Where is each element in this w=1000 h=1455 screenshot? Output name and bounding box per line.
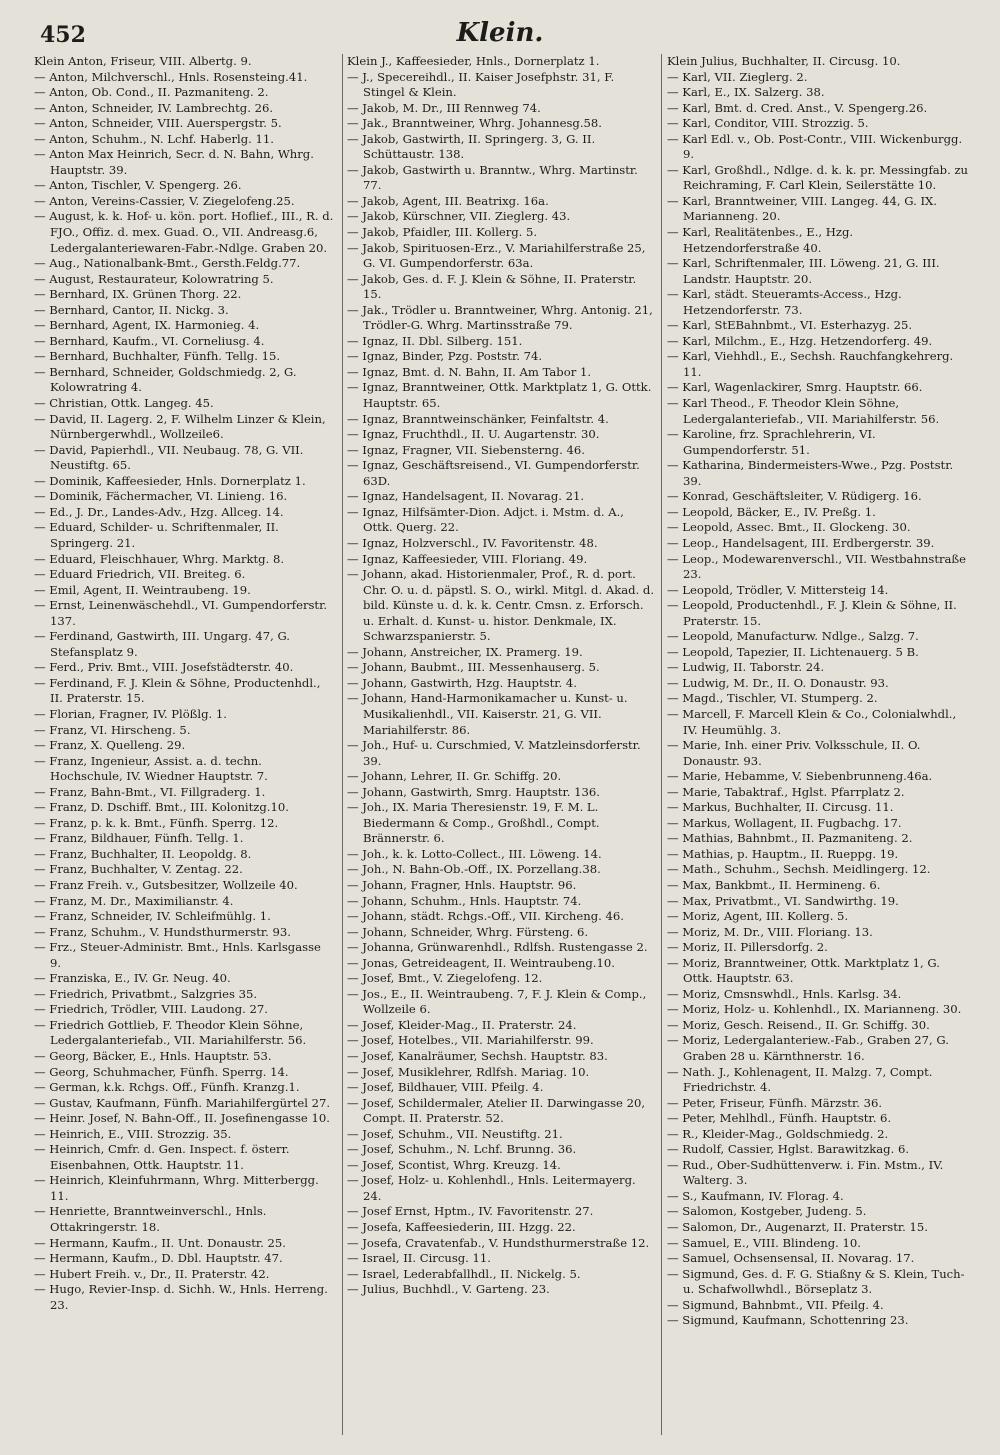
directory-entry: — Ignaz, Binder, Pzg. Poststr. 74. <box>347 349 543 364</box>
directory-entry: — August, k. k. Hof- u. kön. port. Hoflief., III., R. d. FJO., Offiz. d. mex. Guad. O., VII. Andreasg.6, Ledergalanteriewaren-Fabr.-Ndlge. Graben 20. <box>34 209 334 255</box>
directory-entry: — Johann, Fragner, Hnls. Hauptstr. 96. <box>347 877 577 892</box>
directory-entry: — Josef, Holz- u. Kohlenhdl., Hnls. Leitermayerg. 24. <box>347 1173 636 1203</box>
directory-entry: — Anton, Vereins-Cassier, V. Ziegelofeng.25. <box>34 193 295 208</box>
directory-entry: — Marie, Inh. einer Priv. Volksschule, II. O. Donaustr. 93. <box>667 738 921 768</box>
directory-entry: — Moriz, Branntweiner, Ottk. Marktplatz 1, G. Ottk. Hauptstr. 63. <box>667 955 940 986</box>
directory-entry: — Karl, StEBahnbmt., VI. Esterhazyg. 25. <box>667 318 913 333</box>
directory-entry: — Joh., N. Bahn-Ob.-Off., IX. Porzellang.38. <box>347 862 601 877</box>
directory-entry: — Karl, Großhdl., Ndlge. d. k. k. pr. Messingfab. zu Reichraming, F. Carl Klein, Seilerstätte 10. <box>667 162 969 193</box>
directory-entry: — Franz, Bahn-Bmt., VI. Fillgraderg. 1. <box>34 784 266 799</box>
directory-entry: — Jakob, Agent, III. Beatrixg. 16a. <box>347 193 549 208</box>
directory-entry: — Leopold, Trödler, V. Mittersteig 14. <box>667 582 889 597</box>
directory-entry: — Ignaz, Bmt. d. N. Bahn, II. Am Tabor 1. <box>347 364 591 379</box>
directory-entry: — Johann, Schuhm., Hnls. Hauptstr. 74. <box>347 893 582 908</box>
directory-entry: — Johanna, Grünwarenhdl., Rdlfsh. Rustengasse 2. <box>347 940 648 955</box>
directory-entry: — Karl, E., IX. Salzerg. 38. <box>667 85 825 100</box>
directory-entry: — Georg, Schuhmacher, Fünfh. Sperrg. 14. <box>34 1064 289 1079</box>
directory-entry: — Leopold, Assec. Bmt., II. Glockeng. 30. <box>667 520 911 535</box>
directory-entry: — Ferdinand, Gastwirth, III. Ungarg. 47, G. Stefansplatz 9. <box>34 629 290 659</box>
directory-entry: — Ignaz, Geschäftsreisend., VI. Gumpendorferstr. 63D. <box>347 458 640 488</box>
directory-entry: — Ludwig, II. Taborstr. 24. <box>667 660 825 675</box>
directory-entry: — Max, Bankbmt., II. Hermineng. 6. <box>667 877 881 892</box>
directory-entry: — Johann, Hand-Harmonikamacher u. Kunst- u. Musikalienhdl., VII. Kaiserstr. 21, G. VII. Mariahilferstr. 86. <box>347 691 628 737</box>
directory-entry: — Nath. J., Kohlenagent, II. Malzg. 7, Compt. Friedrichstr. 4. <box>667 1064 933 1095</box>
directory-entry: — Peter, Friseur, Fünfh. Märzstr. 36. <box>667 1095 883 1110</box>
directory-entry: — Israel, Lederabfallhdl., II. Nickelg. 5. <box>347 1266 581 1281</box>
directory-entry: — Jak., Trödler u. Branntweiner, Whrg. Antonig. 21, Trödler-G. Whrg. Martinsstraße 79. <box>347 302 653 333</box>
directory-entry: — Dominik, Fächermacher, VI. Linieng. 16. <box>34 489 288 504</box>
directory-column-1 <box>34 54 334 1313</box>
directory-entry: — Leopold, Bäcker, E., IV. Preßg. 1. <box>667 504 876 519</box>
directory-entry: — Bernhard, IX. Grünen Thorg. 22. <box>34 287 242 302</box>
directory-entry: — Johann, städt. Rchgs.-Off., VII. Kircheng. 46. <box>347 909 624 924</box>
directory-entry: — Henriette, Branntweinverschl., Hnls. Ottakringerstr. 18. <box>34 1204 267 1235</box>
directory-entry: — Joh., IX. Maria Theresienstr. 19, F. M. L. Biedermann & Comp., Großhdl., Compt. Brännerstr. 6. <box>347 800 600 846</box>
directory-entry: — Sigmund, Ges. d. F. G. Stiaßny & S. Klein, Tuch- u. Schafwollwhdl., Börseplatz 3. <box>667 1266 965 1297</box>
directory-entry: — Johann, Baubmt., III. Messenhauserg. 5. <box>347 660 600 675</box>
column-divider <box>342 54 343 1435</box>
directory-entry: — Moriz, Gesch. Reisend., II. Gr. Schiffg. 30. <box>667 1017 930 1032</box>
directory-entry: — Leopold, Productenhdl., F. J. Klein & Söhne, II. Praterstr. 15. <box>667 598 957 628</box>
directory-entry: — Bernhard, Agent, IX. Harmonieg. 4. <box>34 318 260 333</box>
directory-entry: — Ignaz, Hilfsämter-Dion. Adjct. i. Mstm. d. A., Ottk. Querg. 22. <box>347 504 624 535</box>
directory-entry: — Friedrich, Privatbmt., Salzgries 35. <box>34 986 258 1001</box>
directory-entry: — Karl, Viehhdl., E., Sechsh. Rauchfangkehrerg. 11. <box>667 349 954 379</box>
directory-entry: — Johann, Lehrer, II. Gr. Schiffg. 20. <box>347 769 562 784</box>
directory-entry: — Bernhard, Cantor, II. Nickg. 3. <box>34 302 229 317</box>
directory-entry: — Rud., Ober-Sudhüttenverw. i. Fin. Mstm., IV. Walterg. 3. <box>667 1157 944 1188</box>
directory-entry: — Moriz, Agent, III. Kollerg. 5. <box>667 909 849 924</box>
directory-entry: — Jakob, Pfaidler, III. Kollerg. 5. <box>347 225 538 240</box>
directory-entry: — Moriz, M. Dr., VIII. Floriang. 13. <box>667 924 873 939</box>
directory-entry: — Franziska, E., IV. Gr. Neug. 40. <box>34 971 231 986</box>
directory-entry: — David, Papierhdl., VII. Neubaug. 78, G. VII. Neustiftg. 65. <box>34 442 304 473</box>
directory-entry: — Johann, Schneider, Whrg. Fürsteng. 6. <box>347 924 589 939</box>
directory-entry: Klein Anton, Friseur, VIII. Albertg. 9. <box>34 54 252 68</box>
directory-entry: — Mathias, Bahnbmt., II. Pazmaniteng. 2. <box>667 831 913 846</box>
directory-entry: — Emil, Agent, II. Weintraubeng. 19. <box>34 582 251 597</box>
directory-entry: — Franz, Schuhm., V. Hundsthurmerstr. 93. <box>34 924 291 939</box>
directory-entry: — Joh., k. k. Lotto-Collect., III. Löweng. 14. <box>347 846 602 861</box>
directory-entry: — Eduard, Fleischhauer, Whrg. Marktg. 8. <box>34 551 285 566</box>
directory-entry: — Ignaz, Holzverschl., IV. Favoritenstr. 48. <box>347 535 598 550</box>
directory-entry: — Moriz, Ledergalanteriew.-Fab., Graben 27, G. Graben 28 u. Kärnthnerstr. 16. <box>667 1033 949 1063</box>
directory-entry: — Julius, Buchhdl., V. Garteng. 23. <box>347 1282 550 1297</box>
directory-entry: — Anton, Schuhm., N. Lchf. Haberlg. 11. <box>34 131 274 146</box>
directory-entry: — Ignaz, Branntweiner, Ottk. Marktplatz 1, G. Ottk. Hauptstr. 65. <box>347 380 652 411</box>
directory-entry: Klein J., Kaffeesieder, Hnls., Dornerplatz 1. <box>347 54 600 68</box>
directory-entry: — Karl, VII. Zieglerg. 2. <box>667 69 808 84</box>
directory-entry: — Sigmund, Bahnbmt., VII. Pfeilg. 4. <box>667 1297 884 1312</box>
column-divider <box>661 54 662 1435</box>
directory-entry: — Josef, Schuhm., VII. Neustiftg. 21. <box>347 1126 563 1141</box>
directory-entry: — Karl, Schriftenmaler, III. Löweng. 21, G. III. Landstr. Hauptstr. 20. <box>667 256 940 286</box>
directory-entry: — Moriz, Cmsnswhdl., Hnls. Karlsg. 34. <box>667 986 902 1001</box>
directory-entry: — Johann, Gastwirth, Hzg. Hauptstr. 4. <box>347 675 577 690</box>
directory-entry: — Katharina, Bindermeisters-Wwe., Pzg. Poststr. 39. <box>667 458 954 488</box>
directory-entry: — Mathias, p. Hauptm., II. Rueppg. 19. <box>667 846 899 861</box>
directory-entry: — Leop., Modewarenverschl., VII. Westbahnstraße 23. <box>667 551 967 582</box>
directory-entry: — Anton Max Heinrich, Secr. d. N. Bahn, Whrg. Hauptstr. 39. <box>34 147 314 177</box>
directory-entry: — Frz., Steuer-Administr. Bmt., Hnls. Karlsgasse 9. <box>34 940 321 970</box>
directory-entry: — Ignaz, Handelsagent, II. Novarag. 21. <box>347 489 585 504</box>
directory-entry: — Johann, akad. Historienmaler, Prof., R. d. port. Chr. O. u. d. päpstl. S. O., wirkl. Mitgl. d. Akad. d. bild. Künste u. d. k. k. Centr. Cmsn. z. Erforsch. u. Erhalt. d. Kunst- u. histor. Denkmale, IX. Schwarzspanierstr. 5. <box>347 567 655 644</box>
directory-entry: — Anton, Ob. Cond., II. Pazmaniteng. 2. <box>34 85 269 100</box>
directory-entry: — Franz, X. Quelleng. 29. <box>34 738 186 753</box>
directory-entry: — Ludwig, M. Dr., II. O. Donaustr. 93. <box>667 675 889 690</box>
directory-entry: — Joh., Huf- u. Curschmied, V. Matzleinsdorferstr. 39. <box>347 738 641 768</box>
directory-entry: — Heinrich, Cmfr. d. Gen. Inspect. f. österr. Eisenbahnen, Ottk. Hauptstr. 11. <box>34 1142 290 1172</box>
directory-entry: — Heinr. Josef, N. Bahn-Off., II. Josefinengasse 10. <box>34 1111 330 1126</box>
directory-entry: — J., Specereihdl., II. Kaiser Josefphstr. 31, F. Stingel & Klein. <box>347 69 615 100</box>
directory-entry: — Johann, Anstreicher, IX. Pramerg. 19. <box>347 644 583 659</box>
directory-entry: — Salomon, Dr., Augenarzt, II. Praterstr. 15. <box>667 1220 928 1235</box>
directory-entry: — Ernst, Leinenwäschehdl., VI. Gumpendorferstr. 137. <box>34 598 328 628</box>
directory-entry: — Karl, Conditor, VIII. Strozzig. 5. <box>667 116 869 131</box>
directory-entry: — Ignaz, Fragner, VII. Siebensterng. 46. <box>347 442 585 457</box>
directory-entry: — Bernhard, Buchhalter, Fünfh. Tellg. 15. <box>34 349 281 364</box>
directory-entry: — Leopold, Tapezier, II. Lichtenauerg. 5 B. <box>667 644 919 659</box>
directory-entry: — Hermann, Kaufm., D. Dbl. Hauptstr. 47. <box>34 1251 283 1266</box>
directory-entry: — Florian, Fragner, IV. Plößlg. 1. <box>34 706 227 721</box>
directory-entry: — Josefa, Kaffeesiederin, III. Hzgg. 22. <box>347 1220 576 1235</box>
directory-entry: — Karl, Bmt. d. Cred. Anst., V. Spengerg.26. <box>667 100 928 115</box>
directory-entry: — Georg, Bäcker, E., Hnls. Hauptstr. 53. <box>34 1049 272 1063</box>
directory-entry: — Jakob, Spirituosen-Erz., V. Mariahilferstraße 25, G. VI. Gumpendorferstr. 63a. <box>347 240 646 271</box>
directory-entry: — August, Restaurateur, Kolowratring 5. <box>34 271 274 286</box>
directory-entry: — Josef, Kleider-Mag., II. Praterstr. 24. <box>347 1017 577 1032</box>
directory-entry: — Franz, D. Dschiff. Bmt., III. Kolonitzg.10. <box>34 800 289 815</box>
directory-entry: — Friedrich, Trödler, VIII. Laudong. 27. <box>34 1002 268 1017</box>
page-header-title: Klein. <box>456 18 544 48</box>
directory-entry: — Josefa, Cravatenfab., V. Hundsthurmerstraße 12. <box>347 1235 650 1250</box>
directory-entry: — Karoline, frz. Sprachlehrerin, VI. Gumpendorferstr. 51. <box>667 427 876 457</box>
directory-entry: — Peter, Mehlhdl., Fünfh. Hauptstr. 6. <box>667 1111 892 1126</box>
directory-entry: — Karl, Realitätenbes., E., Hzg. Hetzendorferstraße 40. <box>667 225 854 255</box>
directory-entry: — Eduard Friedrich, VII. Breiteg. 6. <box>34 567 246 582</box>
directory-entry: — Jakob, Gastwirth, II. Springerg. 3, G. II. Schüttaustr. 138. <box>347 131 596 162</box>
page-number: 452 <box>40 22 86 48</box>
directory-entry: — Josef, Musiklehrer, Rdlfsh. Mariag. 10. <box>347 1064 590 1079</box>
directory-entry: — Samuel, E., VIII. Blindeng. 10. <box>667 1235 861 1250</box>
directory-entry: — Karl, Branntweiner, VIII. Langeg. 44, G. IX. Marianneng. 20. <box>667 193 937 224</box>
directory-entry: — Jakob, Ges. d. F. J. Klein & Söhne, II. Praterstr. 15. <box>347 271 637 302</box>
directory-entry: — Marie, Tabaktraf., Hglst. Pfarrplatz 2. <box>667 784 905 799</box>
directory-entry: — Math., Schuhm., Sechsh. Meidlingerg. 12. <box>667 862 931 877</box>
directory-entry: — Ferdinand, F. J. Klein & Söhne, Productenhdl., II. Praterstr. 15. <box>34 675 321 706</box>
directory-entry: — Bernhard, Schneider, Goldschmiedg. 2, G. Kolowratring 4. <box>34 364 297 395</box>
directory-entry: — Ed., J. Dr., Landes-Adv., Hzg. Allceg. 14. <box>34 504 284 519</box>
directory-entry: — Anton, Schneider, IV. Lambrechtg. 26. <box>34 100 274 115</box>
directory-entry: — Franz, Ingenieur, Assist. a. d. techn. Hochschule, IV. Wiedner Hauptstr. 7. <box>34 753 268 784</box>
directory-entry: — Friedrich Gottlieb, F. Theodor Klein Söhne, Ledergalanteriefab., VII. Mariahilferstr. 56. <box>34 1017 307 1048</box>
directory-entry: — Franz, Schneider, IV. Schleifmühlg. 1. <box>34 909 271 924</box>
directory-entry: — Josef, Schuhm., N. Lchf. Brunng. 36. <box>347 1142 577 1157</box>
directory-entry: — Ignaz, II. Dbl. Silberg. 151. <box>347 333 523 348</box>
directory-entry: — Ignaz, Branntweinschänker, Feinfaltstr. 4. <box>347 411 609 426</box>
directory-entry: — Jak., Branntweiner, Whrg. Johannesg.58. <box>347 116 602 131</box>
directory-entry: — Anton, Schneider, VIII. Auerspergstr. 5. <box>34 116 282 131</box>
directory-entry: — Heinrich, E., VIII. Strozzig. 35. <box>34 1126 232 1141</box>
directory-entry: — Heinrich, Kleinfuhrmann, Whrg. Mitterbergg. 11. <box>34 1173 319 1203</box>
directory-entry: — Johann, Gastwirth, Smrg. Hauptstr. 136. <box>347 784 600 799</box>
directory-entry: — Jakob, M. Dr., III Rennweg 74. <box>347 100 541 115</box>
directory-entry: — Magd., Tischler, VI. Stumperg. 2. <box>667 691 878 706</box>
directory-entry: — Marie, Hebamme, V. Siebenbrunneng.46a. <box>667 769 933 784</box>
directory-entry: — Jos., E., II. Weintraubeng. 7, F. J. Klein & Comp., Wollzeile 6. <box>347 986 647 1017</box>
directory-entry: — Ignaz, Kaffeesieder, VIII. Floriang. 49. <box>347 551 588 566</box>
directory-entry: — Anton, Tischler, V. Spengerg. 26. <box>34 178 242 193</box>
directory-entry: — R., Kleider-Mag., Goldschmiedg. 2. <box>667 1126 889 1141</box>
directory-entry: — Markus, Buchhalter, II. Circusg. 11. <box>667 800 894 815</box>
directory-entry: — Josef, Scontist, Whrg. Kreuzg. 14. <box>347 1157 561 1172</box>
directory-entry: — Josef Ernst, Hptm., IV. Favoritenstr. 27. <box>347 1204 594 1219</box>
directory-entry: — Hubert Freih. v., Dr., II. Praterstr. 42. <box>34 1266 270 1281</box>
directory-entry: — Ferd., Priv. Bmt., VIII. Josefstädterstr. 40. <box>34 660 294 675</box>
directory-entry: — Jonas, Getreideagent, II. Weintraubeng.10. <box>347 955 615 970</box>
directory-entry: — Franz, Buchhalter, V. Zentag. 22. <box>34 862 243 877</box>
directory-entry: — Ignaz, Fruchthdl., II. U. Augartenstr. 30. <box>347 427 600 442</box>
directory-entry: — Karl, städt. Steueramts-Access., Hzg. Hetzendorferstr. 73. <box>667 287 902 317</box>
directory-entry: — Karl, Milchm., E., Hzg. Hetzendorferg. 49. <box>667 333 933 348</box>
directory-entry: — Jakob, Kürschner, VII. Zieglerg. 43. <box>347 209 571 224</box>
directory-entry: — Gustav, Kaufmann, Fünfh. Mariahilfergürtel 27. <box>34 1095 331 1110</box>
directory-entry: — Karl Theod., F. Theodor Klein Söhne, Ledergalanteriefab., VII. Mariahilferstr. 56. <box>667 396 940 426</box>
directory-entry: — Moriz, Holz- u. Kohlenhdl., IX. Marianneng. 30. <box>667 1002 962 1017</box>
directory-entry: — Marcell, F. Marcell Klein & Co., Colonialwhdl., IV. Heumühlg. 3. <box>667 706 957 737</box>
directory-entry: — S., Kaufmann, IV. Florag. 4. <box>667 1188 844 1203</box>
directory-entry: — Anton, Milchverschl., Hnls. Rosensteing.41. <box>34 69 308 84</box>
directory-entry: — Franz, Buchhalter, II. Leopoldg. 8. <box>34 846 252 861</box>
directory-entry: — David, II. Lagerg. 2, F. Wilhelm Linzer & Klein, Nürnbergerwhdl., Wollzeile6. <box>34 411 326 442</box>
directory-entry: — Karl Edl. v., Ob. Post-Contr., VIII. Wickenburgg. 9. <box>667 131 963 162</box>
directory-entry: — Rudolf, Cassier, Hglst. Barawitzkag. 6. <box>667 1142 910 1157</box>
directory-entry: — Karl, Wagenlackirer, Smrg. Hauptstr. 66. <box>667 380 923 395</box>
directory-entry: — Franz, M. Dr., Maximilianstr. 4. <box>34 893 234 908</box>
directory-entry: — Salomon, Kostgeber, Judeng. 5. <box>667 1204 867 1219</box>
directory-entry: — Josef, Bildhauer, VIII. Pfeilg. 4. <box>347 1080 544 1095</box>
directory-entry: — Markus, Wollagent, II. Fugbachg. 17. <box>667 815 902 830</box>
directory-entry: Klein Julius, Buchhalter, II. Circusg. 10. <box>667 54 901 68</box>
directory-entry: — Josef, Schildermaler, Atelier II. Darwingasse 20, Compt. II. Praterstr. 52. <box>347 1095 646 1126</box>
directory-entry: — Israel, II. Circusg. 11. <box>347 1251 491 1266</box>
directory-entry: — Jakob, Gastwirth u. Branntw., Whrg. Martinstr. 77. <box>347 162 638 193</box>
directory-entry: — Samuel, Ochsensensal, II. Novarag. 17. <box>667 1251 915 1266</box>
directory-entry: — Franz, Bildhauer, Fünfh. Tellg. 1. <box>34 831 244 846</box>
directory-entry: — Hermann, Kaufm., II. Unt. Donaustr. 25. <box>34 1235 286 1250</box>
directory-entry: — Eduard, Schilder- u. Schriftenmaler, II. Springerg. 21. <box>34 520 279 550</box>
directory-entry: — Christian, Ottk. Langeg. 45. <box>34 396 214 411</box>
directory-entry: — Sigmund, Kaufmann, Schottenring 23. <box>667 1313 909 1328</box>
directory-entry: — Josef, Bmt., V. Ziegelofeng. 12. <box>347 971 543 986</box>
directory-entry: — Franz Freih. v., Gutsbesitzer, Wollzeile 40. <box>34 877 298 892</box>
directory-entry: — Max, Privatbmt., VI. Sandwirthg. 19. <box>667 893 899 908</box>
directory-entry: — Moriz, II. Pillersdorfg. 2. <box>667 940 828 955</box>
directory-entry: — Aug., Nationalbank-Bmt., Gersth.Feldg.77. <box>34 256 301 271</box>
directory-entry: — Leop., Handelsagent, III. Erdbergerstr. 39. <box>667 535 935 550</box>
directory-entry: — Dominik, Kaffeesieder, Hnls. Dornerplatz 1. <box>34 473 306 488</box>
directory-entry: — Leopold, Manufacturw. Ndlge., Salzg. 7. <box>667 629 919 644</box>
directory-entry: — Josef, Hotelbes., VII. Mariahilferstr. 99. <box>347 1033 594 1048</box>
directory-entry: — Hugo, Revier-Insp. d. Sichh. W., Hnls. Herreng. 23. <box>34 1282 328 1312</box>
directory-column-2 <box>347 54 657 1298</box>
directory-entry: — Franz, VI. Hirscheng. 5. <box>34 722 191 737</box>
directory-column-3 <box>667 54 972 1329</box>
directory-entry: — Konrad, Geschäftsleiter, V. Rüdigerg. 16. <box>667 489 922 504</box>
directory-entry: — German, k.k. Rchgs. Off., Fünfh. Kranzg.1. <box>34 1080 300 1095</box>
directory-entry: — Bernhard, Kaufm., VI. Corneliusg. 4. <box>34 333 265 348</box>
directory-entry: — Josef, Kanalräumer, Sechsh. Hauptstr. 83. <box>347 1049 608 1063</box>
directory-entry: — Franz, p. k. k. Bmt., Fünfh. Sperrg. 12. <box>34 815 279 830</box>
